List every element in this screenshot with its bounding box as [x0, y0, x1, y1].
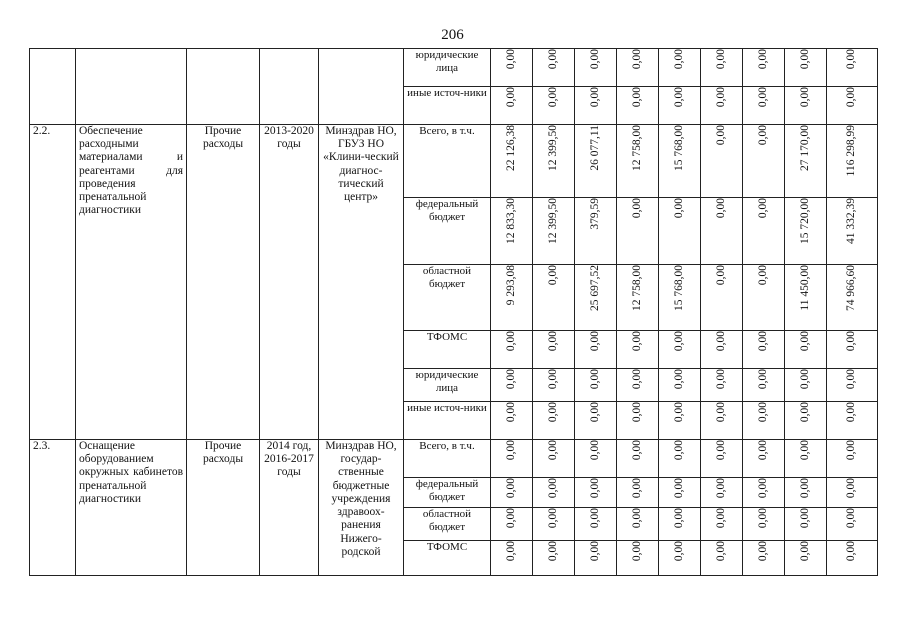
- value-text: 0,00: [714, 508, 727, 529]
- value-cell: [491, 87, 533, 125]
- value-text: 0,00: [798, 440, 811, 461]
- value-text: 0,00: [630, 402, 643, 423]
- value-text: 0,00: [504, 49, 517, 70]
- value-text: 116 298,99: [845, 125, 858, 177]
- value-cell: [743, 125, 785, 198]
- value-cell: [827, 87, 878, 125]
- value-cell: [701, 478, 743, 508]
- value-cell: [491, 331, 533, 369]
- period-cell: 2013-2020 годы: [260, 125, 319, 440]
- value-cell: [785, 508, 827, 541]
- value-text: 22 126,38: [504, 125, 517, 171]
- source-cell: юридические лица: [404, 369, 491, 402]
- value-cell: [575, 440, 617, 478]
- value-text: 0,00: [798, 331, 811, 352]
- value-cell: [617, 125, 659, 198]
- value-cell: [575, 87, 617, 125]
- expense-type-cell: Прочие расходы: [187, 440, 260, 576]
- value-cell: [659, 265, 701, 331]
- value-cell: [743, 440, 785, 478]
- page-number: 206: [441, 27, 464, 43]
- value-cell: [785, 440, 827, 478]
- value-cell: [617, 49, 659, 87]
- value-text: 0,00: [588, 369, 601, 390]
- value-text: 0,00: [714, 478, 727, 499]
- value-cell: [533, 478, 575, 508]
- value-cell: [659, 440, 701, 478]
- value-text: 0,00: [756, 369, 769, 390]
- value-text: 0,00: [714, 331, 727, 352]
- value-text: 0,00: [504, 508, 517, 529]
- value-cell: [743, 49, 785, 87]
- value-text: 0,00: [798, 541, 811, 562]
- value-cell: [575, 402, 617, 440]
- program-funding-table: [29, 48, 878, 576]
- value-cell: [617, 265, 659, 331]
- value-text: 0,00: [630, 49, 643, 70]
- value-cell: [659, 87, 701, 125]
- value-text: 0,00: [845, 478, 858, 499]
- value-cell: [701, 369, 743, 402]
- source-cell: Всего, в т.ч.: [404, 440, 491, 478]
- value-cell: [533, 331, 575, 369]
- value-text: 0,00: [672, 508, 685, 529]
- value-text: 0,00: [630, 440, 643, 461]
- value-text: 0,00: [756, 402, 769, 423]
- value-cell: [743, 369, 785, 402]
- value-text: 0,00: [546, 331, 559, 352]
- value-cell: [743, 265, 785, 331]
- source-cell: юридические лица: [404, 49, 491, 87]
- value-cell: [491, 508, 533, 541]
- value-cell: [617, 440, 659, 478]
- value-text: 0,00: [588, 440, 601, 461]
- value-text: 0,00: [672, 331, 685, 352]
- value-cell: [743, 198, 785, 265]
- value-cell: [743, 478, 785, 508]
- value-cell: [491, 125, 533, 198]
- value-cell: [533, 265, 575, 331]
- value-cell: [659, 402, 701, 440]
- value-cell: [743, 402, 785, 440]
- table-row: [30, 49, 878, 87]
- value-text: 0,00: [504, 402, 517, 423]
- value-text: 0,00: [630, 478, 643, 499]
- value-text: 0,00: [504, 369, 517, 390]
- value-cell: [491, 265, 533, 331]
- value-text: 0,00: [756, 265, 769, 286]
- value-text: 0,00: [504, 541, 517, 562]
- value-cell: [827, 478, 878, 508]
- value-text: 0,00: [845, 369, 858, 390]
- value-text: 0,00: [588, 49, 601, 70]
- value-text: 0,00: [756, 49, 769, 70]
- item-number-cell: 2.3.: [30, 440, 76, 576]
- value-cell: [491, 440, 533, 478]
- executor-cell: Минздрав НО, ГБУЗ НО «Клини-ческий диагнос-тический центр»: [319, 125, 404, 440]
- value-cell: [785, 125, 827, 198]
- value-text: 0,00: [546, 478, 559, 499]
- value-text: 0,00: [630, 87, 643, 108]
- value-text: 0,00: [588, 541, 601, 562]
- value-cell: [701, 265, 743, 331]
- value-text: 0,00: [672, 87, 685, 108]
- value-text: 0,00: [845, 49, 858, 70]
- value-text: 0,00: [672, 198, 685, 219]
- value-text: 11 450,00: [798, 265, 811, 311]
- value-cell: [701, 198, 743, 265]
- value-text: 0,00: [546, 541, 559, 562]
- value-text: 12 758,00: [630, 125, 643, 171]
- value-cell: [533, 508, 575, 541]
- value-cell: [743, 331, 785, 369]
- value-text: 0,00: [672, 541, 685, 562]
- value-text: 0,00: [672, 440, 685, 461]
- value-text: 379,59: [588, 198, 601, 230]
- period-cell: 2014 год, 2016-2017 годы: [260, 440, 319, 576]
- value-cell: [785, 198, 827, 265]
- value-text: 0,00: [630, 369, 643, 390]
- value-text: 0,00: [672, 49, 685, 70]
- value-cell: [659, 49, 701, 87]
- value-text: 0,00: [588, 87, 601, 108]
- value-cell: [827, 402, 878, 440]
- value-cell: [533, 440, 575, 478]
- value-text: 0,00: [756, 478, 769, 499]
- value-cell: [827, 369, 878, 402]
- value-cell: [827, 508, 878, 541]
- value-cell: [533, 369, 575, 402]
- value-cell: [659, 198, 701, 265]
- value-cell: [827, 198, 878, 265]
- value-text: 15 768,00: [672, 125, 685, 171]
- table-row: [30, 440, 878, 478]
- value-cell: [491, 49, 533, 87]
- source-cell: Всего, в т.ч.: [404, 125, 491, 198]
- value-text: 0,00: [798, 508, 811, 529]
- item-number-cell: 2.2.: [30, 125, 76, 440]
- value-cell: [743, 508, 785, 541]
- value-text: 0,00: [845, 331, 858, 352]
- value-text: 0,00: [672, 402, 685, 423]
- value-text: 0,00: [714, 402, 727, 423]
- value-text: 0,00: [714, 198, 727, 219]
- value-cell: [491, 369, 533, 402]
- value-text: 0,00: [546, 508, 559, 529]
- value-cell: [575, 508, 617, 541]
- continued-name-cell: [76, 49, 187, 125]
- value-cell: [827, 541, 878, 576]
- value-cell: [491, 478, 533, 508]
- value-text: 0,00: [845, 440, 858, 461]
- value-cell: [575, 265, 617, 331]
- continued-executor-cell: [319, 49, 404, 125]
- value-text: 9 293,08: [504, 265, 517, 306]
- value-cell: [827, 265, 878, 331]
- value-text: 41 332,39: [845, 198, 858, 244]
- value-text: 0,00: [546, 440, 559, 461]
- value-text: 0,00: [756, 440, 769, 461]
- value-cell: [659, 369, 701, 402]
- value-text: 0,00: [672, 478, 685, 499]
- value-cell: [575, 125, 617, 198]
- value-text: 0,00: [546, 87, 559, 108]
- value-cell: [785, 265, 827, 331]
- value-cell: [785, 478, 827, 508]
- value-text: 0,00: [798, 87, 811, 108]
- value-text: 0,00: [546, 49, 559, 70]
- value-cell: [617, 478, 659, 508]
- value-cell: [827, 331, 878, 369]
- executor-cell: Минздрав НО, государ-ственные бюджетные учреждения здравоох-ранения Нижего-родской: [319, 440, 404, 576]
- value-cell: [617, 369, 659, 402]
- value-text: 0,00: [756, 198, 769, 219]
- value-text: 0,00: [798, 49, 811, 70]
- value-cell: [743, 87, 785, 125]
- value-cell: [575, 369, 617, 402]
- value-text: 0,00: [630, 331, 643, 352]
- value-text: 0,00: [798, 478, 811, 499]
- value-cell: [827, 49, 878, 87]
- value-text: 0,00: [798, 369, 811, 390]
- value-cell: [575, 541, 617, 576]
- value-cell: [701, 125, 743, 198]
- value-cell: [533, 402, 575, 440]
- source-cell: иные источ-ники: [404, 87, 491, 125]
- value-cell: [701, 49, 743, 87]
- value-text: 0,00: [588, 478, 601, 499]
- value-text: 0,00: [756, 331, 769, 352]
- value-cell: [785, 331, 827, 369]
- source-cell: областной бюджет: [404, 265, 491, 331]
- value-text: 0,00: [714, 125, 727, 146]
- value-text: 0,00: [845, 541, 858, 562]
- value-text: 74 966,60: [845, 265, 858, 311]
- value-text: 12 399,50: [546, 125, 559, 171]
- value-text: 0,00: [588, 331, 601, 352]
- value-cell: [617, 541, 659, 576]
- value-cell: [617, 331, 659, 369]
- value-cell: [659, 331, 701, 369]
- source-cell: иные источ-ники: [404, 402, 491, 440]
- value-cell: [785, 87, 827, 125]
- value-cell: [701, 402, 743, 440]
- source-cell: ТФОМС: [404, 541, 491, 576]
- value-cell: [617, 198, 659, 265]
- value-cell: [617, 402, 659, 440]
- value-cell: [701, 331, 743, 369]
- value-text: 0,00: [714, 440, 727, 461]
- value-cell: [659, 125, 701, 198]
- value-cell: [701, 440, 743, 478]
- value-text: 0,00: [714, 541, 727, 562]
- source-cell: федеральный бюджет: [404, 198, 491, 265]
- expense-type-cell: Прочие расходы: [187, 125, 260, 440]
- value-cell: [533, 541, 575, 576]
- value-text: 25 697,52: [588, 265, 601, 311]
- value-text: 0,00: [546, 265, 559, 286]
- value-text: 15 768,00: [672, 265, 685, 311]
- value-cell: [617, 87, 659, 125]
- value-text: 0,00: [588, 508, 601, 529]
- value-text: 0,00: [714, 369, 727, 390]
- value-text: 0,00: [504, 87, 517, 108]
- value-cell: [575, 478, 617, 508]
- value-text: 26 077,11: [588, 125, 601, 171]
- value-cell: [701, 541, 743, 576]
- value-text: 0,00: [714, 265, 727, 286]
- value-text: 27 170,00: [798, 125, 811, 171]
- value-text: 0,00: [546, 369, 559, 390]
- item-name-cell: Оснащение оборудованием окружных кабинетов пренатальной диагностики: [76, 440, 187, 576]
- value-text: 0,00: [714, 49, 727, 70]
- value-cell: [491, 541, 533, 576]
- value-cell: [575, 49, 617, 87]
- value-text: 0,00: [504, 331, 517, 352]
- value-cell: [533, 49, 575, 87]
- value-text: 0,00: [845, 87, 858, 108]
- value-text: 0,00: [504, 440, 517, 461]
- value-text: 12 758,00: [630, 265, 643, 311]
- value-cell: [785, 402, 827, 440]
- value-cell: [827, 440, 878, 478]
- value-text: 0,00: [504, 478, 517, 499]
- table-row: [30, 125, 878, 198]
- value-cell: [491, 402, 533, 440]
- value-text: 0,00: [630, 508, 643, 529]
- value-text: 0,00: [672, 369, 685, 390]
- continued-number-cell: [30, 49, 76, 125]
- value-cell: [785, 369, 827, 402]
- value-cell: [533, 87, 575, 125]
- continued-expense-cell: [187, 49, 260, 125]
- value-cell: [575, 198, 617, 265]
- value-cell: [533, 198, 575, 265]
- value-text: 0,00: [845, 508, 858, 529]
- value-cell: [701, 508, 743, 541]
- value-text: 0,00: [588, 402, 601, 423]
- value-cell: [617, 508, 659, 541]
- value-text: 0,00: [756, 125, 769, 146]
- value-text: 0,00: [630, 198, 643, 219]
- source-cell: федеральный бюджет: [404, 478, 491, 508]
- value-text: 12 399,50: [546, 198, 559, 244]
- value-text: 0,00: [630, 541, 643, 562]
- value-cell: [701, 87, 743, 125]
- value-text: 0,00: [756, 508, 769, 529]
- value-text: 0,00: [756, 541, 769, 562]
- value-cell: [659, 508, 701, 541]
- value-text: 0,00: [756, 87, 769, 108]
- value-cell: [743, 541, 785, 576]
- value-cell: [785, 49, 827, 87]
- value-cell: [491, 198, 533, 265]
- value-text: 15 720,00: [798, 198, 811, 244]
- value-text: 0,00: [714, 87, 727, 108]
- source-cell: ТФОМС: [404, 331, 491, 369]
- value-cell: [659, 541, 701, 576]
- value-text: 0,00: [845, 402, 858, 423]
- item-name-cell: Обеспечение расходными материалами и реагентами для проведения пренатальной диагностики: [76, 125, 187, 440]
- value-cell: [785, 541, 827, 576]
- value-cell: [575, 331, 617, 369]
- value-text: 12 833,30: [504, 198, 517, 244]
- value-cell: [659, 478, 701, 508]
- source-cell: областной бюджет: [404, 508, 491, 541]
- value-text: 0,00: [546, 402, 559, 423]
- value-cell: [827, 125, 878, 198]
- value-text: 0,00: [798, 402, 811, 423]
- value-cell: [533, 125, 575, 198]
- continued-period-cell: [260, 49, 319, 125]
